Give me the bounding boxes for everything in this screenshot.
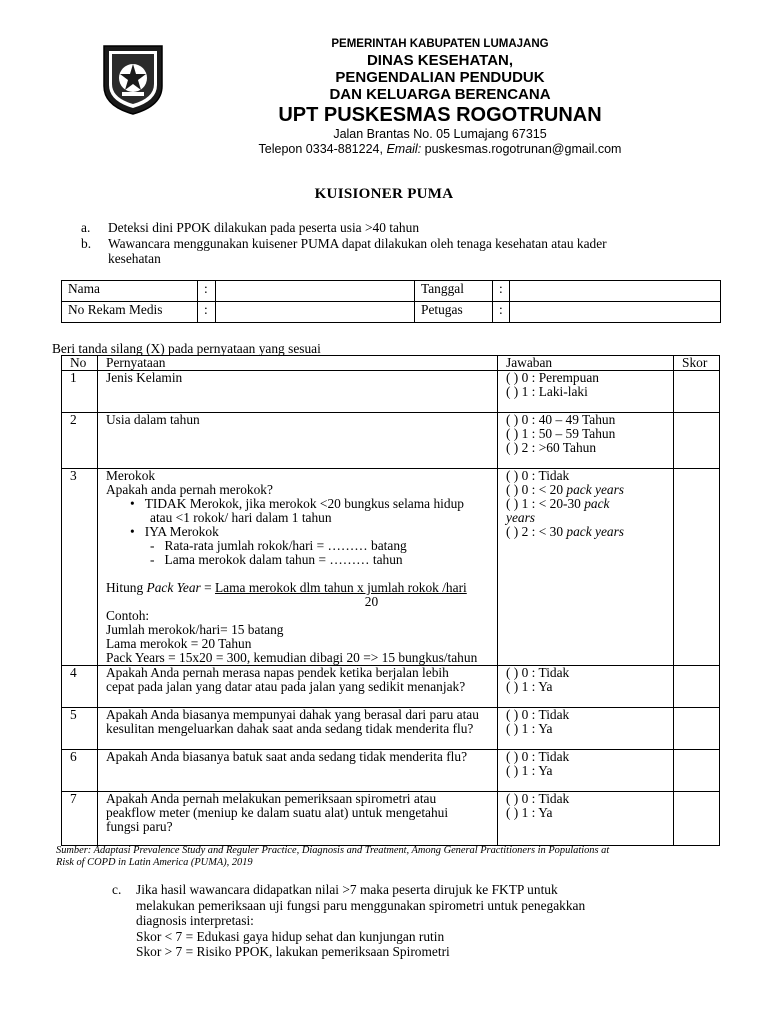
score-cell[interactable] xyxy=(674,708,720,750)
item-c-line: Skor < 7 = Edukasi gaya hidup sehat dan kunjungan rutin xyxy=(136,928,445,944)
field-nama[interactable] xyxy=(216,281,415,302)
district-emblem-logo xyxy=(100,42,166,116)
source-line: Sumber: Adaptasi Prevalence Study and Reguler Practice, Diagnosis and Treatment, Among General Practitioners in Populations at xyxy=(56,845,610,856)
score-cell[interactable] xyxy=(674,469,720,666)
question-text: Jenis Kelamin xyxy=(98,371,498,413)
answer-options xyxy=(498,413,674,469)
answer-options xyxy=(498,666,674,708)
answer-option[interactable]: ( ) 1 : < 20-30 pack xyxy=(506,496,610,511)
answer-options xyxy=(498,708,674,750)
questionnaire-table xyxy=(61,355,720,846)
question-line: Apakah anda pernah merokok? xyxy=(106,482,273,497)
intro-marker-a: a. xyxy=(81,220,91,235)
answer-option[interactable]: ( ) 0 : Tidak xyxy=(506,707,570,722)
question-line: Merokok xyxy=(106,468,156,483)
intro-text-b: Wawancara menggunakan kuisener PUMA dapat dilakukan oleh tenaga kesehatan atau kader xyxy=(108,236,607,251)
header-institution: UPT PUSKESMAS ROGOTRUNAN xyxy=(278,104,602,126)
row-number: 3 xyxy=(62,469,98,666)
field-petugas[interactable] xyxy=(509,302,720,323)
item-c-text xyxy=(136,882,585,960)
item-c-marker: c. xyxy=(112,882,122,897)
row-number: 4 xyxy=(62,666,98,708)
question-text xyxy=(98,792,498,846)
colon: : xyxy=(198,302,216,323)
score-cell[interactable] xyxy=(674,413,720,469)
score-cell[interactable] xyxy=(674,371,720,413)
field-no-rekam-medis[interactable] xyxy=(216,302,415,323)
item-c-line: melakukan pemeriksaan uji fungsi paru menggunakan spirometri untuk penegakkan xyxy=(136,897,586,913)
row-number: 7 xyxy=(62,792,98,846)
intro-marker-b: b. xyxy=(81,236,92,251)
question-line: Apakah Anda biasanya mempunyai dahak yang berasal dari paru atau xyxy=(106,707,479,722)
answer-option-cont: years xyxy=(506,510,536,525)
question-line: atau <1 rokok/ hari dalam 1 tahun xyxy=(150,510,332,525)
dash-line: - Lama merokok dalam tahun = ……… tahun xyxy=(150,552,403,567)
answer-options xyxy=(498,750,674,792)
col-header-statement: Pernyataan xyxy=(98,356,498,371)
question-text: Apakah Anda biasanya batuk saat anda sedang tidak menderita flu? xyxy=(98,750,498,792)
dash-line: - Rata-rata jumlah rokok/hari = ……… batang xyxy=(150,538,407,553)
answer-option[interactable]: ( ) 1 : Ya xyxy=(506,721,553,736)
example-line: Pack Years = 15x20 = 300, kemudian dibagi 20 => 15 bungkus/tahun xyxy=(106,650,478,665)
example-line: Jumlah merokok/hari= 15 batang xyxy=(106,622,284,637)
col-header-answer: Jawaban xyxy=(498,356,674,371)
answer-options xyxy=(498,792,674,846)
answer-option[interactable]: ( ) 1 : 50 – 59 Tahun xyxy=(506,426,616,441)
header-address: Jalan Brantas No. 05 Lumajang 67315 xyxy=(333,127,547,141)
colon: : xyxy=(198,281,216,302)
answer-option[interactable]: ( ) 2 : < 30 pack years xyxy=(506,524,625,539)
col-header-score: Skor xyxy=(674,356,720,371)
answer-options xyxy=(498,469,674,666)
intro-text-a: Deteksi dini PPOK dilakukan pada peserta usia >40 tahun xyxy=(108,220,420,235)
row-number: 5 xyxy=(62,708,98,750)
instruction-text: Beri tanda silang (X) pada pernyataan yang sesuai xyxy=(52,341,321,356)
question-line: cepat pada jalan yang datar atau pada jalan yang sedikit menanjak? xyxy=(106,679,466,694)
intro-text-b-cont: kesehatan xyxy=(108,251,161,266)
score-cell[interactable] xyxy=(674,666,720,708)
answer-option[interactable]: ( ) 1 : Laki-laki xyxy=(506,384,588,399)
question-line: Apakah Anda pernah merasa napas pendek ketika berjalan lebih xyxy=(106,665,449,680)
answer-option[interactable]: ( ) 0 : 40 – 49 Tahun xyxy=(506,412,616,427)
question-text xyxy=(98,708,498,750)
question-line: peakflow meter (meniup ke dalam suatu alat) untuk mengetahui xyxy=(106,805,449,820)
score-cell[interactable] xyxy=(674,750,720,792)
question-line: Apakah Anda pernah melakukan pemeriksaan spirometri atau xyxy=(106,791,437,806)
identity-table xyxy=(61,280,721,323)
header-department-3: DAN KELUARGA BERENCANA xyxy=(329,86,551,103)
item-c-line: diagnosis interpretasi: xyxy=(136,913,254,928)
source-note xyxy=(56,845,676,869)
answer-option[interactable]: ( ) 0 : < 20 pack years xyxy=(506,482,625,497)
label-tanggal: Tanggal xyxy=(415,281,493,302)
question-text-smoking xyxy=(98,469,498,666)
answer-option[interactable]: ( ) 0 : Tidak xyxy=(506,791,570,806)
answer-option[interactable]: ( ) 0 : Perempuan xyxy=(506,370,599,385)
question-line: fungsi paru? xyxy=(106,819,173,834)
row-number: 2 xyxy=(62,413,98,469)
document-title: KUISIONER PUMA xyxy=(314,186,454,202)
question-line: kesulitan mengeluarkan dahak saat anda sedang tidak menderita flu? xyxy=(106,721,474,736)
source-line: Risk of COPD in Latin America (PUMA), 2019 xyxy=(56,857,253,868)
col-header-no: No xyxy=(62,356,98,371)
score-cell[interactable] xyxy=(674,792,720,846)
answer-option[interactable]: ( ) 0 : Tidak xyxy=(506,749,570,764)
item-c-line: Jika hasil wawancara didapatkan nilai >7 maka peserta dirujuk ke FKTP untuk xyxy=(136,882,558,897)
field-tanggal[interactable] xyxy=(509,281,720,302)
header-government: PEMERINTAH KABUPATEN LUMAJANG xyxy=(331,38,549,50)
answer-option[interactable]: ( ) 1 : Ya xyxy=(506,805,553,820)
label-nama: Nama xyxy=(62,281,198,302)
example-line: Lama merokok = 20 Tahun xyxy=(106,636,252,651)
example-line: Contoh: xyxy=(106,608,150,623)
colon: : xyxy=(493,281,510,302)
answer-option[interactable]: ( ) 0 : Tidak xyxy=(506,468,570,483)
label-no-rekam-medis: No Rekam Medis xyxy=(62,302,198,323)
question-text xyxy=(98,666,498,708)
answer-options xyxy=(498,371,674,413)
bullet-line: • TIDAK Merokok, jika merokok <20 bungkus selama hidup xyxy=(130,496,464,511)
row-number: 6 xyxy=(62,750,98,792)
label-petugas: Petugas xyxy=(415,302,493,323)
answer-option[interactable]: ( ) 1 : Ya xyxy=(506,763,553,778)
pack-year-formula: Hitung Pack Year = Lama merokok dlm tahun x jumlah rokok /hari xyxy=(106,580,467,595)
header-contact: Telepon 0334-881224, Email: puskesmas.rogotrunan@gmail.com xyxy=(258,142,622,156)
answer-option[interactable]: ( ) 1 : Ya xyxy=(506,679,553,694)
answer-option[interactable]: ( ) 2 : >60 Tahun xyxy=(506,440,597,455)
header-department-2: PENGENDALIAN PENDUDUK xyxy=(335,69,545,86)
header-department: DINAS KESEHATAN, xyxy=(366,52,514,69)
colon: : xyxy=(493,302,510,323)
formula-denominator: 20 xyxy=(364,594,379,609)
row-number: 1 xyxy=(62,371,98,413)
answer-option[interactable]: ( ) 0 : Tidak xyxy=(506,665,570,680)
item-c-line: Skor > 7 = Risiko PPOK, lakukan pemeriksaan Spirometri xyxy=(136,944,450,959)
question-text: Usia dalam tahun xyxy=(98,413,498,469)
bullet-line: • IYA Merokok xyxy=(130,524,219,539)
